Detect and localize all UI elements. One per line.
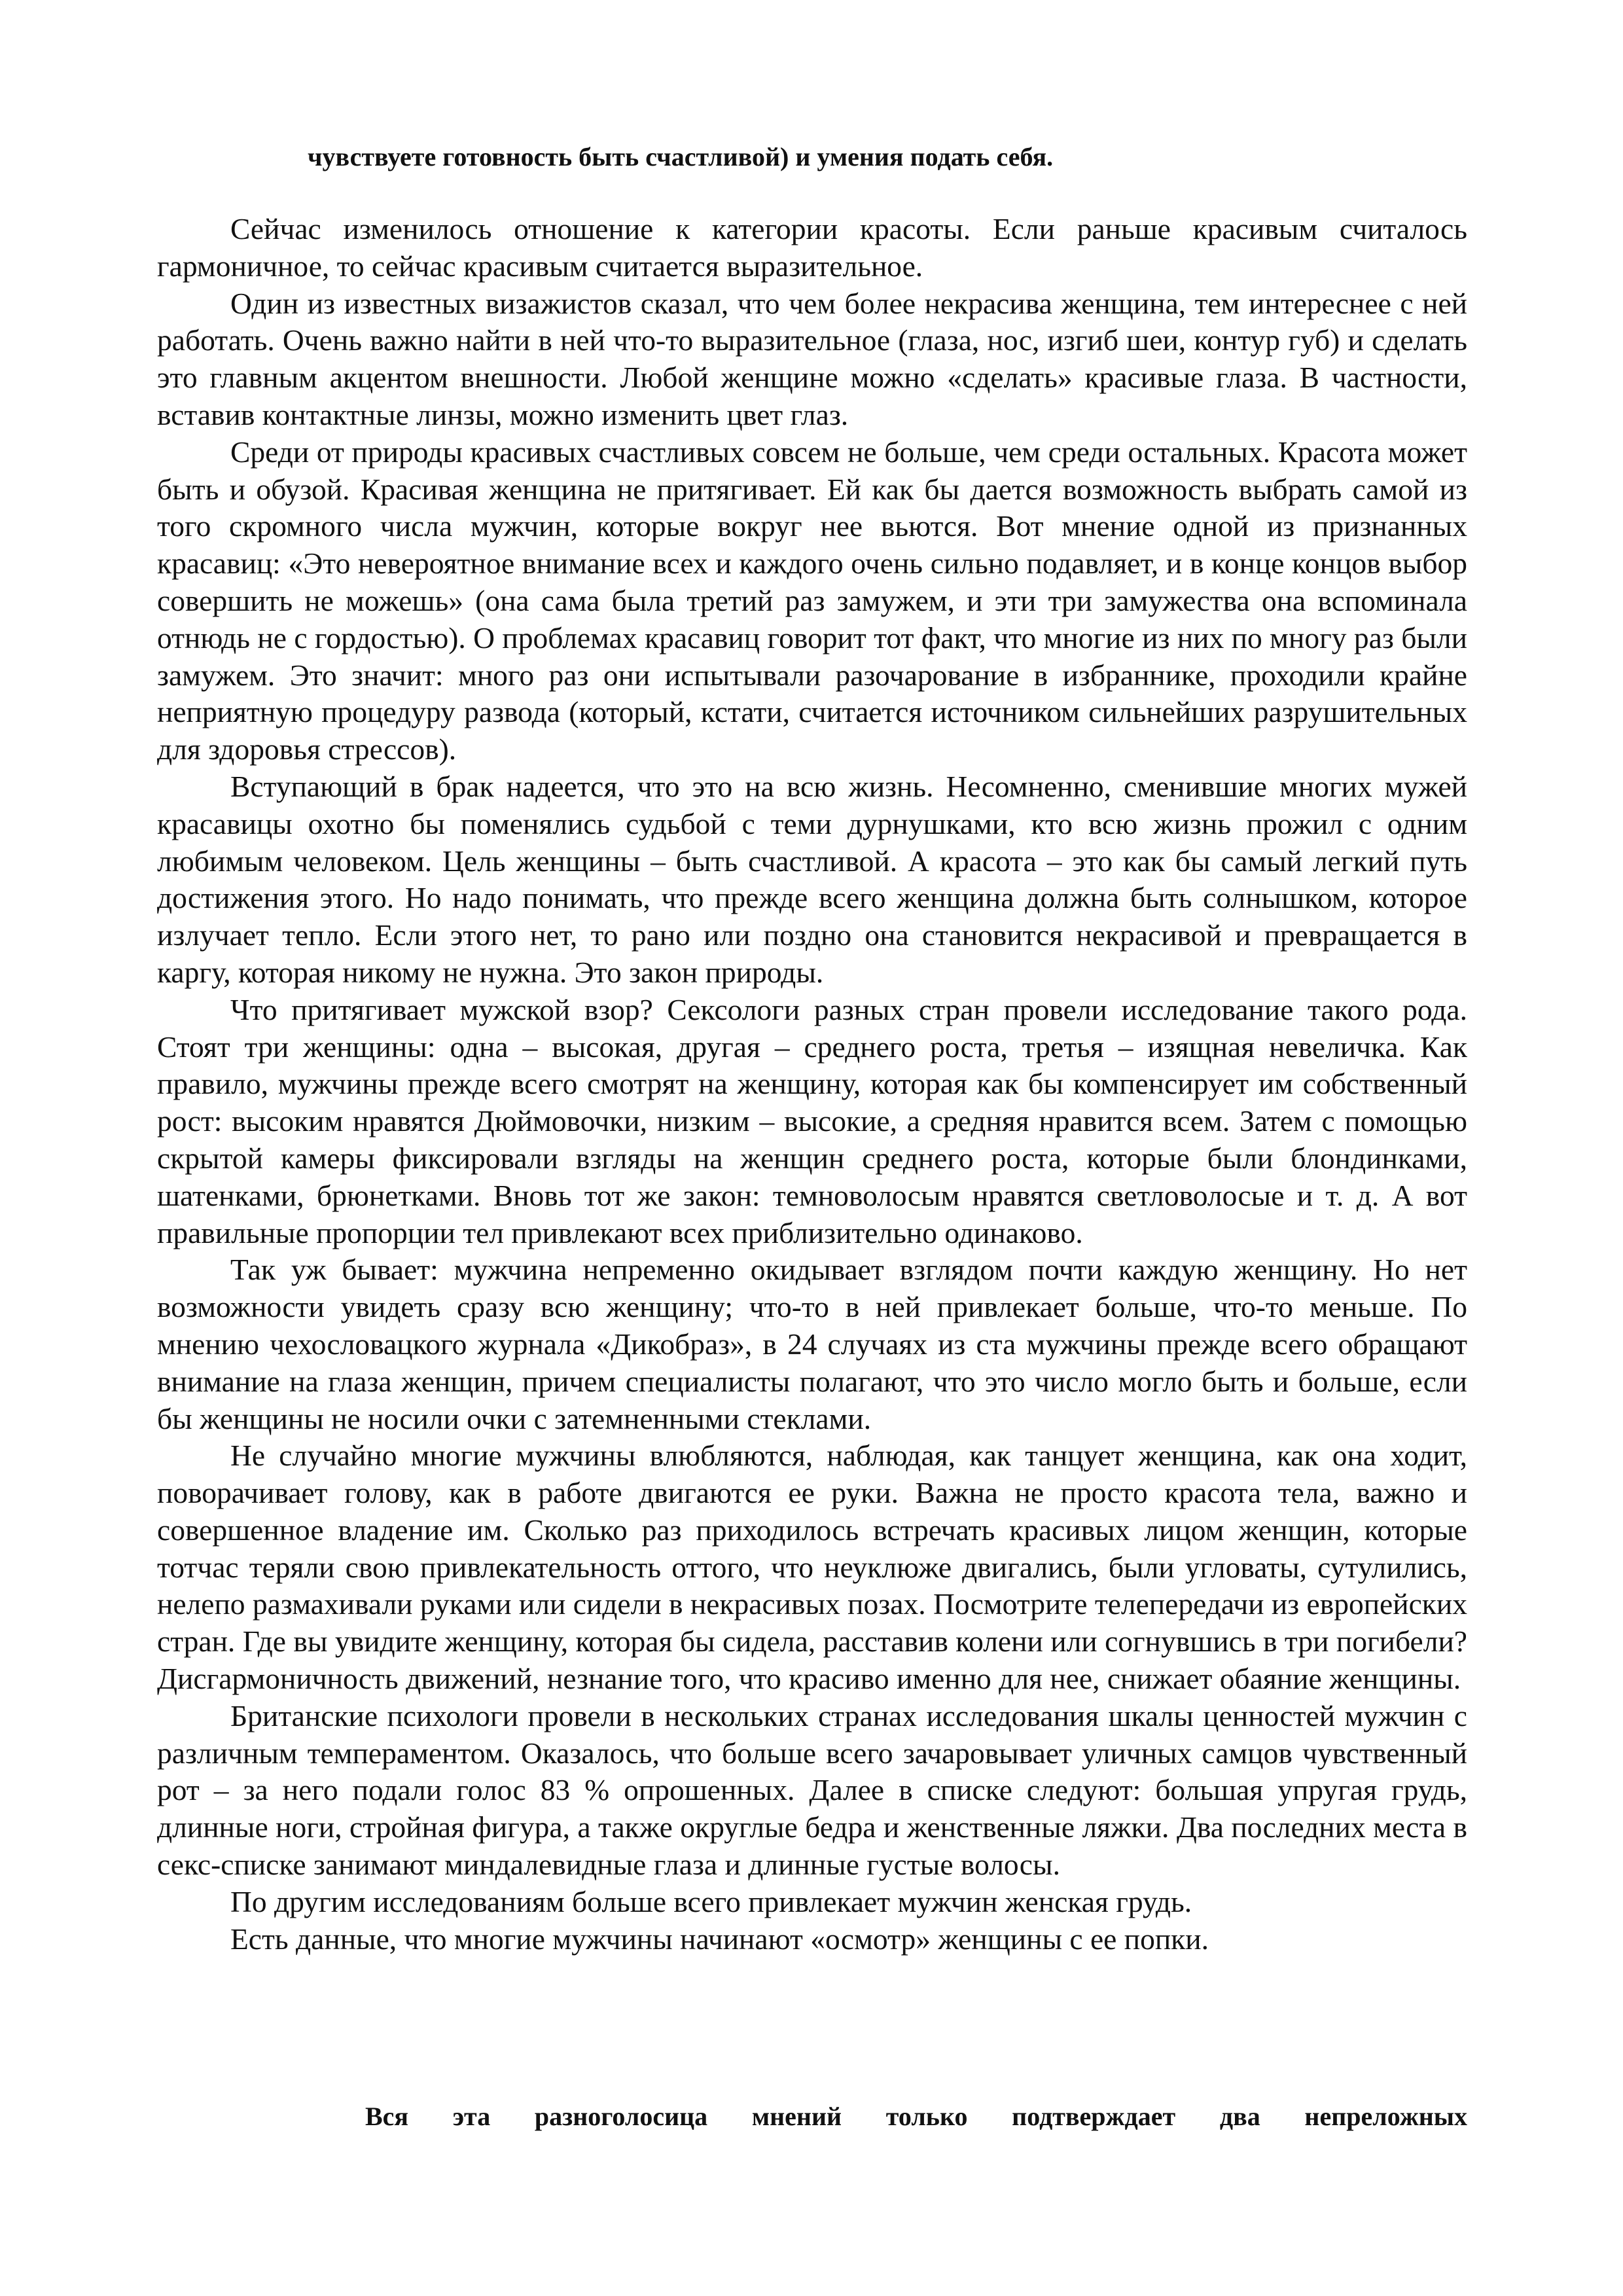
- paragraph-2: Один из известных визажистов сказал, что чем более некрасива женщина, тем интереснее с ней работать. Очень важно найти в ней что-то выразительное (глаза, нос, изгиб шеи, контур губ) и сделать это главным акцентом внешности. Любой женщине можно «сделать» красивые глаза. В частности, вставив контактные линзы, можно изменить цвет глаз.: [157, 286, 1467, 431]
- paragraph-7: Не случайно многие мужчины влюбляются, наблюдая, как танцует женщина, как она ходит, поворачивает голову, как в работе двигаются ее руки. Важна не просто красота тела, важно и совершенное владение им. Сколько раз приходилось встречать красивых лицом женщин, которые тотчас теряли свою привлекательность оттого, что неуклюже двигались, были угловаты, сутулились, нелепо размахивали руками или сидели в некрасивых позах. Посмотрите телепередачи из европейских стран. Где вы увидите женщину, которая бы сидела, расставив колени или согнувшись в три погибели? Дисгармоничность движений, незнание того, что красиво именно для нее, снижает обаяние женщины.: [157, 1439, 1467, 1696]
- paragraph-1: Сейчас изменилось отношение к категории красоты. Если раньше красивым считалось гармоничное, то сейчас красивым считается выразительное.: [157, 212, 1467, 283]
- paragraph-3: Среди от природы красивых счастливых совсем не больше, чем среди остальных. Красота может быть и обузой. Красивая женщина не притягивает. Ей как бы дается возможность выбрать самой из того скромного числа мужчин, которые вокруг нее вьются. Вот мнение одной из признанных красавиц: «Это невероятное внимание всех и каждого очень сильно подавляет, и в конце концов выбор совершить не можешь» (она сама была третий раз замужем, и эти три замужества она вспоминала отнюдь не с гордостью). О проблемах красавиц говорит тот факт, что многие из них по многу раз были замужем. Это значит: много раз они испытывали разочарование в избраннике, проходили крайне неприятную процедуру развода (который, кстати, считается источником сильнейших разрушительных для здоровья стрессов).: [157, 435, 1467, 766]
- paragraph-6: Так уж бывает: мужчина непременно окидывает взглядом почти каждую женщину. Но нет возможности увидеть сразу всю женщину; что-то в ней привлекает больше, что-то меньше. По мнению чехословацкого журнала «Дикобраз», в 24 случаях из ста мужчины прежде всего обращают внимание на глаза женщин, причем специалисты полагают, что это число могло быть и больше, если бы женщины не носили очки с затемненными стеклами.: [157, 1253, 1467, 1435]
- body-text: [157, 211, 1467, 1958]
- paragraph-9: По другим исследованиям больше всего привлекает мужчин женская грудь.: [230, 1884, 1192, 1918]
- paragraph-5: Что притягивает мужской взор? Сексологи разных стран провели исследование такого рода. Стоят три женщины: одна – высокая, другая – среднего роста, третья – изящная невеличка. Как правило, мужчины прежде всего смотрят на женщину, которая как бы компенсирует им собственный рост: высоким нравятся Дюймовочки, низким – высокие, а средняя нравится всем. Затем с помощью скрытой камеры фиксировали взгляды на женщин среднего роста, которые были блондинками, шатенками, брюнетками. Вновь тот же закон: темноволосым нравятся светловолосые и т. д. А вот правильные пропорции тел привлекают всех приблизительно одинаково.: [157, 992, 1467, 1249]
- paragraph-8: Британские психологи провели в нескольких странах исследования шкалы ценностей мужчин с различным темпераментом. Оказалось, что больше всего зачаровывает уличных самцов чувственный рот – за него подали голос 83 % опрошенных. Далее в списке следуют: большая упругая грудь, длинные ноги, стройная фигура, а также округлые бедра и женственные ляжки. Два последних места в секс-списке занимают миндалевидные глаза и длинные густые волосы.: [157, 1698, 1467, 1882]
- top-bold-line: чувствуете готовность быть счастливой) и умения подать себя.: [308, 142, 1054, 171]
- bottom-bold-line: Вся эта разноголосица мнений только подтверждает два непреложных: [365, 2102, 1467, 2131]
- paragraph-4: Вступающий в брак надеется, что это на всю жизнь. Несомненно, сменившие многих мужей красавицы охотно бы поменялись судьбой с теми дурнушками, кто всю жизнь прожил с одним любимым человеком. Цель женщины – быть счастливой. А красота – это как бы самый легкий путь достижения этого. Но надо понимать, что прежде всего женщина должна быть солнышком, которое излучает тепло. Если этого нет, то рано или поздно она становится некрасивой и превращается в каргу, которая никому не нужна. Это закон природы.: [157, 769, 1467, 989]
- paragraph-10: Есть данные, что многие мужчины начинают «осмотр» женщины с ее попки.: [230, 1922, 1209, 1956]
